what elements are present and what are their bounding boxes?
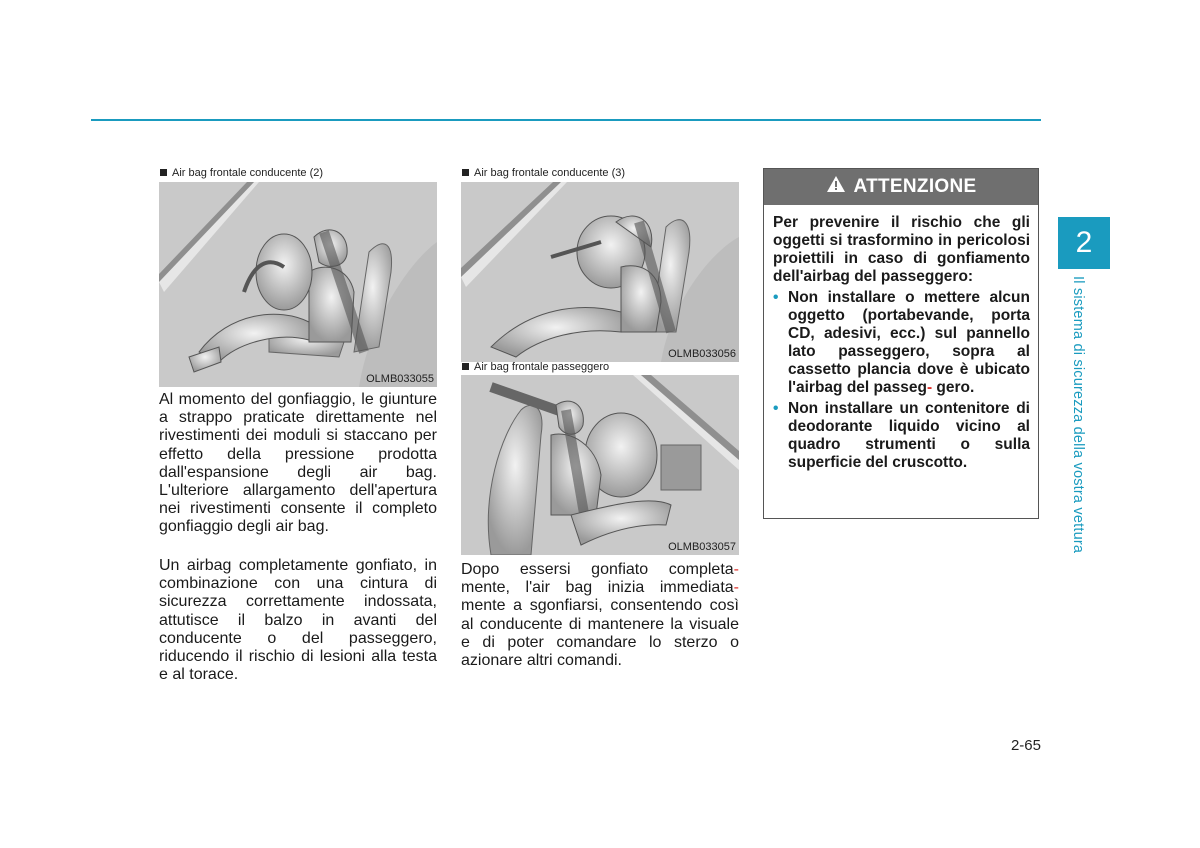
paragraph-gonfiaggio: Al momento del gonfiaggio, le giunture a strappo praticate direttamente nel rivestimenti dei moduli si staccano per effetto della pressione prodotta dall'espansione degli air bag. L'ulteriore allargamento dell'apertura nei rivestimenti consente il completo gonfiaggio degli air bag. bbox=[159, 391, 437, 536]
caption-square-icon bbox=[160, 169, 167, 176]
chapter-number-tab: 2 bbox=[1058, 217, 1110, 269]
warning-box bbox=[763, 168, 1039, 519]
warning-title: ATTENZIONE bbox=[853, 176, 977, 197]
caption-square-icon bbox=[462, 363, 469, 370]
driver-airbag-illustration bbox=[159, 182, 437, 387]
bullet-icon: • bbox=[773, 400, 779, 417]
figure-passenger-airbag bbox=[461, 375, 739, 555]
paragraph-airbag-gonfiato: Un airbag completamente gonfiato, in combinazione con una cintura di sicurezza correttamente indossata, attutisce il balzo in avanti del conducente o del passeggero, riducendo il rischio di lesioni alla testa e al torace. bbox=[159, 557, 437, 684]
bullet-icon: • bbox=[773, 289, 779, 306]
paragraph-sgonfiaggio: Dopo essersi gonfiato completa- mente, l'air bag inizia immediata- mente a sgonfiarsi, consentendo così al conducente di mantenere la visuale e di poter comandare lo sterzo o azionare altri comandi. bbox=[461, 561, 739, 670]
figure-caption: Air bag frontale conducente (3) bbox=[462, 167, 625, 180]
figure-code: OLMB033055 bbox=[366, 373, 434, 385]
chapter-title: Il sistema di sicurezza della vostra vettura bbox=[1070, 276, 1086, 554]
caption-square-icon bbox=[462, 169, 469, 176]
warning-intro: Per prevenire il rischio che gli oggetti si trasformino in pericolosi proiettili in caso di gonfiamento dell'airbag del passeggero: bbox=[773, 214, 1030, 285]
warning-header bbox=[764, 169, 1038, 205]
figure-caption: Air bag frontale passeggero bbox=[462, 361, 609, 374]
figure-caption: Air bag frontale conducente (2) bbox=[160, 167, 323, 180]
figure-code: OLMB033057 bbox=[668, 541, 736, 553]
passenger-airbag-illustration bbox=[461, 375, 739, 555]
figure-driver-airbag-3 bbox=[461, 182, 739, 362]
page-number: 2-65 bbox=[1010, 737, 1041, 754]
driver-airbag-deflating-illustration bbox=[461, 182, 739, 362]
header-rule bbox=[91, 119, 1041, 121]
warning-triangle-icon bbox=[826, 175, 846, 199]
warning-item: • Non installare o mettere alcun oggetto (portabevande, porta CD, adesivi, ecc.) sul pannello lato passeggero, sopra al cassetto plancia dove è ubicato l'airbag del passeg- gero. bbox=[773, 289, 1030, 396]
warning-body bbox=[764, 205, 1038, 472]
figure-code: OLMB033056 bbox=[668, 348, 736, 360]
warning-item: • Non installare un contenitore di deodorante liquido vicino al quadro strumenti o sulla superficie del cruscotto. bbox=[773, 400, 1030, 471]
figure-driver-airbag-2 bbox=[159, 182, 437, 387]
